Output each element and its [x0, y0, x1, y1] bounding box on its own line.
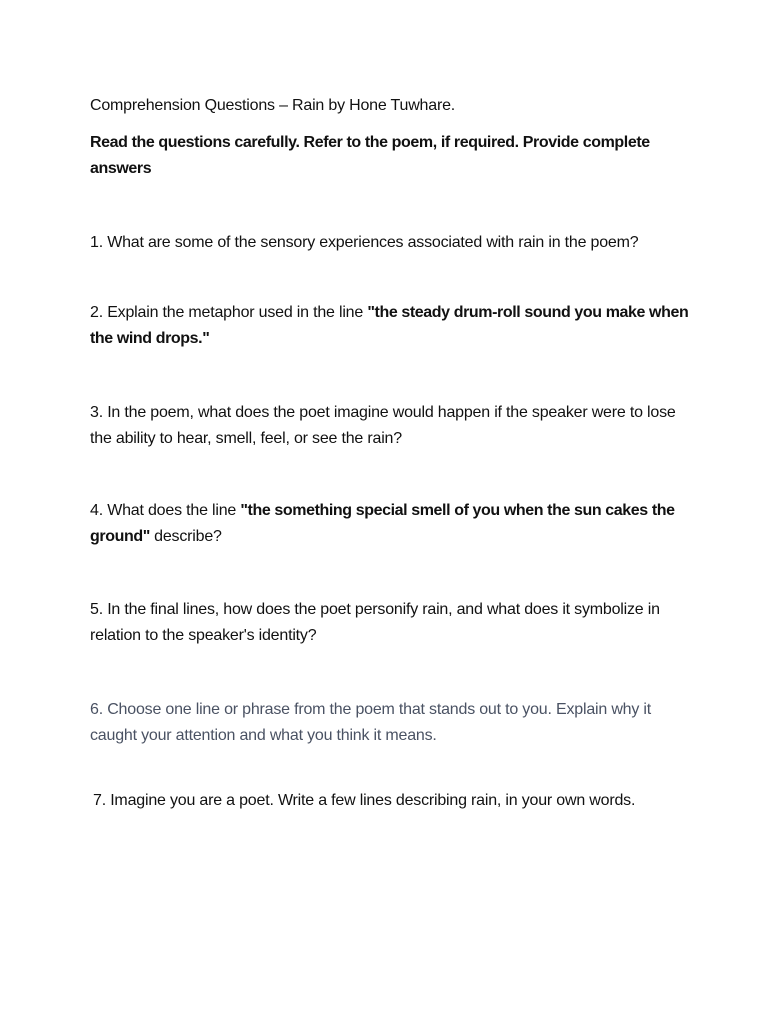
question-2 — [90, 300, 690, 352]
question-2-text: 2. Explain the metaphor used in the line — [90, 304, 368, 321]
question-4-text-end: describe? — [149, 528, 222, 545]
question-5: 5. In the final lines, how does the poet personify rain, and what does it symbolize in relation to the speaker's identity? — [90, 601, 660, 644]
question-3: 3. In the poem, what does the poet imagine would happen if the speaker were to lose the ability to hear, smell, feel, or see the rain? — [90, 404, 676, 447]
document-title: Comprehension Questions – Rain by Hone Tuwhare. — [90, 97, 456, 114]
question-4-quote: "the something special smell of you when the sun cakes the ground" — [90, 502, 675, 545]
question-7: 7. Imagine you are a poet. Write a few lines describing rain, in your own words. — [93, 792, 636, 809]
question-4 — [90, 498, 690, 550]
question-2-quote: "the steady drum-roll sound you make when the wind drops." — [90, 304, 689, 347]
instructions: Read the questions carefully. Refer to the poem, if required. Provide complete answers — [90, 134, 650, 177]
question-4-text: 4. What does the line — [90, 502, 241, 519]
question-6: 6. Choose one line or phrase from the poem that stands out to you. Explain why it caught your attention and what you think it means. — [90, 701, 652, 744]
question-1: 1. What are some of the sensory experiences associated with rain in the poem? — [90, 234, 639, 251]
